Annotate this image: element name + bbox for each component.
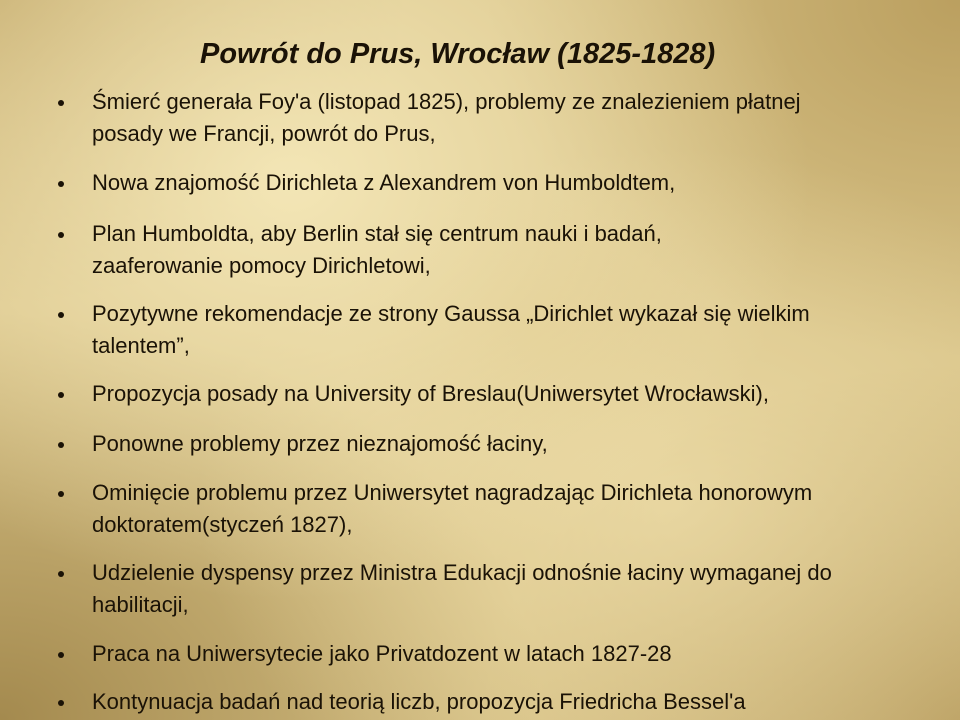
bullet-text: Śmierć generała Foy'a (listopad 1825), problemy ze znalezieniem płatnej posady we Francji, powrót do Prus, (92, 89, 801, 146)
bullet-item (92, 638, 912, 670)
bullet-dot-icon (58, 181, 64, 187)
bullet-text: Ominięcie problemu przez Uniwersytet nagradzając Dirichleta honorowym doktoratem(styczeń 1827), (92, 480, 813, 537)
bullet-dot-icon (58, 491, 64, 497)
bullet-item (92, 378, 912, 410)
bullet-item (92, 477, 912, 541)
bullet-text: Nowa znajomość Dirichleta z Alexandrem von Humboldtem, (92, 170, 676, 195)
bullet-text: Praca na Uniwersytecie jako Privatdozent w latach 1827-28 (92, 641, 672, 666)
bullet-dot-icon (58, 312, 64, 318)
bullet-dot-icon (58, 392, 64, 398)
bullet-text: Propozycja posady na University of Breslau(Uniwersytet Wrocławski), (92, 381, 769, 406)
bullet-dot-icon (58, 232, 64, 238)
bullet-item (92, 298, 912, 362)
bullet-dot-icon (58, 652, 64, 658)
bullet-dot-icon (58, 100, 64, 106)
bullet-item (92, 428, 912, 460)
bullet-dot-icon (58, 700, 64, 706)
bullet-item (92, 218, 912, 282)
bullet-text: Plan Humboldta, aby Berlin stał się centrum nauki i badań, zaaferowanie pomocy Dirichletowi, (92, 221, 662, 278)
bullet-item (92, 557, 912, 621)
bullet-item (92, 86, 912, 150)
bullet-text: Ponowne problemy przez nieznajomość łaciny, (92, 431, 548, 456)
bullet-text: Kontynuacja badań nad teorią liczb, propozycja Friedricha Bessel'a (92, 689, 746, 714)
slide-title: Powrót do Prus, Wrocław (1825-1828) (200, 38, 716, 70)
bullet-text: Pozytywne rekomendacje ze strony Gaussa „Dirichlet wykazał się wielkim talentem”, (92, 301, 810, 358)
bullet-item (92, 686, 912, 718)
bullet-dot-icon (58, 571, 64, 577)
bullet-text: Udzielenie dyspensy przez Ministra Edukacji odnośnie łaciny wymaganej do habilitacji, (92, 560, 832, 617)
bullet-dot-icon (58, 442, 64, 448)
bullet-item (92, 167, 912, 199)
